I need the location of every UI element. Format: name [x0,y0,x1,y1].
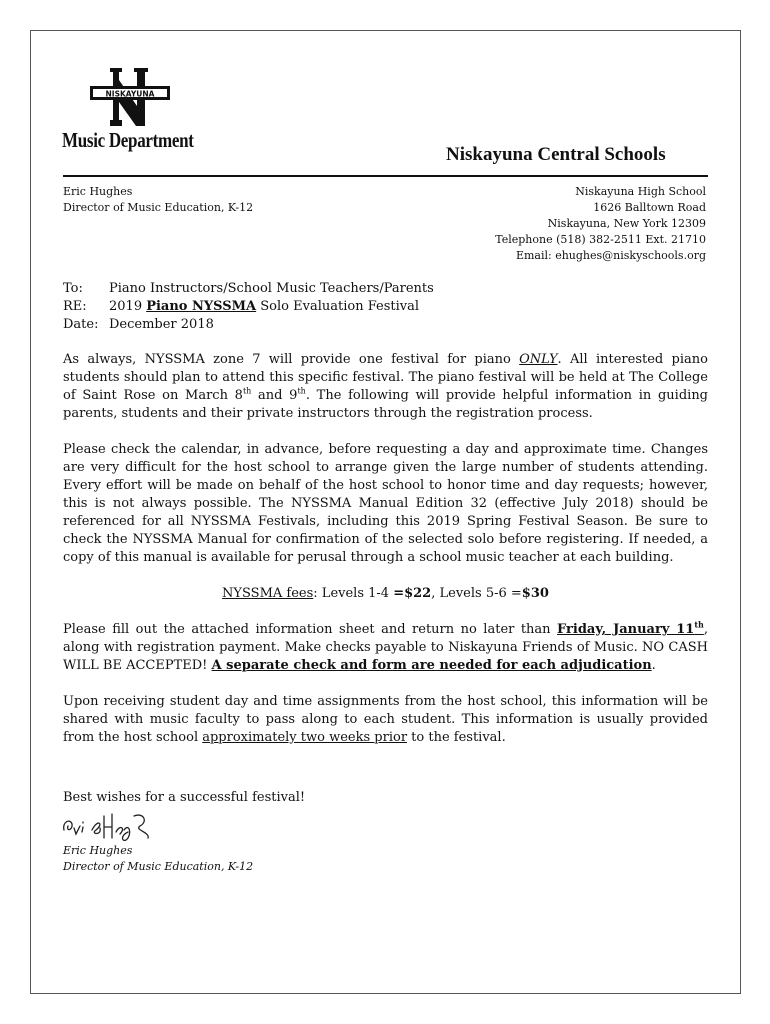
telephone: Telephone (518) 382-2511 Ext. 21710 [495,233,706,246]
to-label: To: [63,281,83,296]
re-value [109,298,419,316]
p3-text-a: Please fill out the attached information sheet and return no later than [63,622,558,637]
logo-banner-text: NISKAYUNA [105,89,155,99]
paragraph-festival [63,351,708,423]
email: Email: ehughes@niskyschools.org [515,249,706,262]
signer-title: Director of Music Education, K-12 [63,860,254,873]
paragraph-registration [63,621,708,675]
city-address: Niskayuna, New York 12309 [547,217,706,230]
re-suffix: Solo Evaluation Festival [256,299,420,314]
fees-label: NYSSMA fees [222,586,314,601]
fees-level5-6: $30 [521,586,549,601]
signer-name: Eric Hughes [63,844,133,857]
deadline-date: Friday, January 11 [557,622,695,637]
p1-sup1: th [242,386,252,396]
separate-check-notice: A separate check and form are needed for each adjudication [211,658,652,673]
school-name: Niskayuna High School [575,185,706,198]
re-prefix: 2019 [109,299,147,314]
district-name: Niskayuna Central Schools [446,144,666,165]
sender-block [63,184,253,216]
p1-text-b: . All interested piano students should plan to attend this specific festival. The piano festival will be held at The College of Saint Rose on March 8 [63,352,708,403]
fees-text-a: : Levels 1-4 [313,586,394,601]
address-block [495,184,706,264]
p1-text-a: As always, NYSSMA zone 7 will provide one festival for piano [63,352,520,367]
deadline-sup: th [694,619,704,630]
memo-header [63,280,434,334]
memo-to-row [63,280,434,298]
street-address: 1626 Balltown Road [593,201,706,214]
signature-block [63,843,253,875]
memo-date-row [63,316,434,334]
p4-text-b: to the festival. [407,730,506,745]
p1-sup2: th [297,386,306,396]
date-value: December 2018 [109,317,214,332]
p3-text-b: , along with registration payment. Make checks payable to Niskayuna Friends of Music. NO CASH WILL BE ACCEPTED! [63,622,708,673]
p1-text-d: . The following will provide helpful information in guiding parents, students and their private instructors through the registration process. [63,388,709,421]
paragraph-assignments [63,693,708,747]
fees-text-b: , Levels 5-6 = [431,586,522,601]
header-divider [63,175,708,177]
sender-name: Eric Hughes [63,185,133,198]
sender-title: Director of Music Education, K-12 [63,201,254,214]
fees-level1-4: =$22 [393,586,432,601]
two-weeks-prior: approximately two weeks prior [202,730,408,745]
p1-only: ONLY [519,352,558,367]
re-label: RE: [63,299,87,314]
re-bold: Piano NYSSMA [146,299,257,314]
music-department-logo-text: Music Department [62,128,194,152]
memo-re-row [63,298,434,316]
p4-text-a: Upon receiving student day and time assignments from the host school, this information will be shared with music faculty to pass along to each student. This information is usually provided from the host school [63,694,708,745]
closing-line: Best wishes for a successful festival! [63,790,306,805]
p1-text-c: and 9 [251,388,298,403]
p3-text-c: . [651,658,656,673]
date-label: Date: [63,317,99,332]
letter-body [63,351,708,765]
to-value: Piano Instructors/School Music Teachers/Parents [109,281,434,296]
paragraph-fees [63,585,708,603]
paragraph-calendar: Please check the calendar, in advance, before requesting a day and approximate time. Changes are very difficult for the host school to arrange given the large number of students attending. Every effort will be made on behalf of the host school to honor time and day requests; however, this is not always possible. The NYSSMA Manual Edition 32 (effective July 2018) should be referenced for all NYSSMA Festivals, including this 2019 Spring Festival Season. Be sure to check the NYSSMA Manual for confirmation of the selected solo before registering. If needed, a copy of this manual is available for perusal through a school music teacher at each building. [63,442,708,565]
signature [60,808,156,844]
